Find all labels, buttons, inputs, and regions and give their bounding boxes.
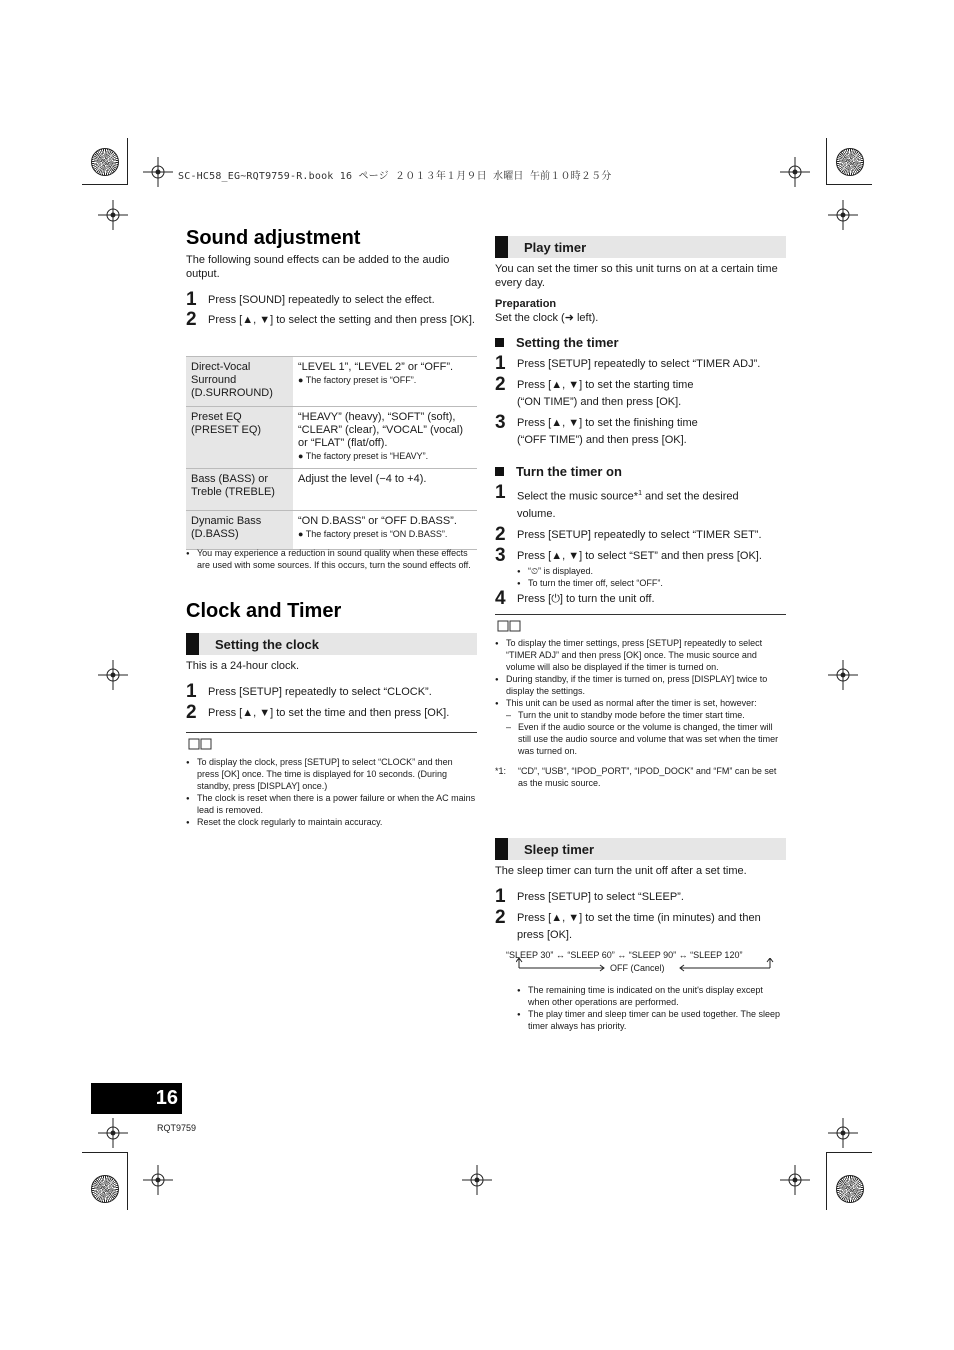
- section-label: Play timer: [524, 239, 587, 255]
- step-text: Press [⏻] to turn the unit off.: [517, 592, 655, 605]
- list-item: ● The clock is reset when there is a power failure or when the AC mains lead is removed.: [186, 792, 477, 816]
- step: [495, 587, 786, 609]
- crosshair-icon: [828, 200, 858, 230]
- subheading-label: Turn the timer on: [516, 464, 622, 479]
- step-number: 3: [495, 544, 506, 566]
- list-item: ● The play timer and sleep timer can be used together. The sleep timer always has priority.: [517, 1008, 786, 1032]
- crosshair-icon: [462, 1165, 492, 1195]
- list-item: – Turn the unit to standby mode before the timer start time.: [506, 709, 786, 721]
- step: [495, 376, 786, 411]
- registration-sun-icon: [91, 1175, 119, 1203]
- effect-note-text: The factory preset is “OFF”.: [305, 375, 417, 385]
- registration-sun-icon: [836, 148, 864, 176]
- step-text: Press [▲, ▼] to select “SET” and then press [OK].: [517, 549, 762, 562]
- step-number: 1: [495, 353, 506, 374]
- list-item: ● During standby, if the timer is turned on, press [DISPLAY] twice to display the settings.: [495, 673, 786, 697]
- section-label: Sleep timer: [524, 841, 595, 857]
- list-item: ● You may experience a reduction in sound quality when these effects are used with some sources. If this occurs, turn the sound effects off.: [186, 547, 477, 571]
- crosshair-icon: [828, 660, 858, 690]
- setting-timer-steps: [495, 355, 786, 449]
- step: [495, 355, 786, 373]
- step-text: Press [SETUP] to select “SLEEP”.: [517, 891, 684, 903]
- table-row: [186, 469, 477, 511]
- effect-value: [293, 511, 477, 550]
- sound-intro: The following sound effects can be added to the audio output.: [186, 254, 450, 280]
- step: [495, 909, 786, 944]
- section-label: Setting the clock: [215, 636, 320, 652]
- music-source-footnote: [495, 765, 786, 789]
- sound-steps: [186, 291, 477, 329]
- step: [495, 414, 786, 449]
- effect-note: ● The factory preset is “ON D.BASS”.: [298, 529, 448, 539]
- book-note-icon: [188, 738, 212, 750]
- crosshair-icon: [98, 200, 128, 230]
- sleep-timer-heading: [495, 838, 786, 860]
- file-header: SC-HC58_EG~RQT9759-R.book 16 ページ ２０１３年１月９日 水曜日 午前１０時２５分: [178, 171, 612, 182]
- step: [495, 523, 786, 545]
- clock-steps: [186, 683, 477, 722]
- step: [186, 311, 477, 329]
- list-item: ● To display the clock, press [SETUP] to select “CLOCK” and then press [OK] once. The time is displayed for 10 seconds. (During standby, press [DISPLAY] once.): [186, 756, 477, 792]
- doc-code: RQT9759: [157, 1123, 197, 1133]
- notes-list: [495, 637, 786, 709]
- effect-value: [293, 357, 477, 407]
- effect-note: ● The factory preset is “HEAVY”.: [298, 451, 429, 461]
- effect-name: Bass (BASS) or Treble (TREBLE): [186, 469, 293, 511]
- step-number: 3: [495, 412, 506, 433]
- sound-effects-table: [186, 356, 477, 550]
- step-number: 2: [186, 702, 197, 723]
- sleep-intro: The sleep timer can turn the unit off after a set time.: [495, 865, 747, 877]
- sleep-notes: [517, 984, 786, 1032]
- page-number: 16: [91, 1083, 182, 1114]
- registration-sun-icon: [91, 148, 119, 176]
- step-text: Press [▲, ▼] to set the starting time (“ON TIME”) and then press [OK].: [517, 379, 694, 408]
- sleep-cancel: OFF (Cancel): [610, 963, 665, 973]
- play-timer-intro: You can set the timer so this unit turns on at a certain time every day.: [495, 263, 778, 289]
- crosshair-icon: [98, 1118, 128, 1148]
- crosshair-icon: [828, 1118, 858, 1148]
- list-item: ● Reset the clock regularly to maintain accuracy.: [186, 816, 477, 828]
- subheading-label: Setting the timer: [516, 335, 619, 350]
- step: [186, 291, 477, 309]
- step: [495, 888, 786, 906]
- preparation-label: Preparation: [495, 298, 557, 310]
- list-item: – Even if the audio source or the volume is changed, the timer will still use the audio source and volume that was set when the timer was turned on.: [506, 721, 786, 757]
- step-text-part: and set the desired volume.: [517, 490, 739, 520]
- step-text: Press [SETUP] repeatedly to select “CLOCK”.: [208, 686, 432, 698]
- step: [186, 704, 477, 722]
- crosshair-icon: [780, 157, 810, 187]
- step-number: 2: [495, 523, 506, 545]
- sleep-steps: [495, 888, 786, 944]
- step-text: [517, 484, 767, 523]
- play-timer-heading: [495, 236, 786, 258]
- effect-options: Adjust the level (−4 to +4).: [298, 473, 427, 485]
- effect-note: ● The factory preset is “OFF”.: [298, 375, 417, 385]
- effect-note-text: The factory preset is “HEAVY”.: [305, 451, 429, 461]
- preparation-text: Set the clock (➜ left).: [495, 312, 599, 324]
- crosshair-icon: [98, 660, 128, 690]
- clock-notes: [186, 756, 477, 828]
- table-row: [186, 407, 477, 469]
- registration-sun-icon: [836, 1175, 864, 1203]
- list-item: ● To turn the timer off, select “OFF”.: [517, 577, 786, 589]
- footnote-ref: 1: [638, 490, 642, 497]
- effect-options: “HEAVY” (heavy), “SOFT” (soft), “CLEAR” (clear), “VOCAL” (vocal) or “FLAT” (flat/off).: [298, 411, 464, 449]
- step: [495, 484, 786, 523]
- crosshair-icon: [780, 1165, 810, 1195]
- effect-name: Dynamic Bass (D.BASS): [186, 511, 293, 550]
- list-item: ● This unit can be used as normal after the timer is set, however:: [495, 697, 786, 709]
- table-row: [186, 357, 477, 407]
- effect-value: [293, 469, 477, 511]
- notes-dash-list: [495, 709, 786, 757]
- crosshair-icon: [143, 1165, 173, 1195]
- step-text: Press [SETUP] repeatedly to select “TIMER SET”.: [517, 528, 762, 541]
- step-text: Press [SETUP] repeatedly to select “TIMER ADJ”.: [517, 358, 761, 370]
- list-item: ● “⏲” is displayed.: [517, 565, 786, 577]
- step3-notes: [517, 565, 786, 589]
- setting-timer-heading: [495, 335, 619, 350]
- step-number: 2: [186, 309, 197, 330]
- clock-intro: This is a 24-hour clock.: [186, 660, 300, 672]
- list-item: ● The remaining time is indicated on the unit's display except when other operations are performed.: [517, 984, 786, 1008]
- turn-on-steps: [495, 484, 786, 608]
- clock-timer-title: Clock and Timer: [186, 600, 342, 622]
- step-number: 1: [495, 886, 506, 907]
- step-text: Press [▲, ▼] to set the time (in minutes) and then press [OK].: [517, 912, 761, 941]
- crosshair-icon: [143, 157, 173, 187]
- step-number: 1: [186, 289, 197, 310]
- effect-name: Preset EQ (PRESET EQ): [186, 407, 293, 469]
- play-timer-notes: [495, 637, 786, 789]
- step-number: 1: [186, 681, 197, 702]
- sound-adjustment-title: Sound adjustment: [186, 227, 361, 249]
- step-number: 1: [495, 482, 506, 503]
- turn-timer-on-heading: [495, 464, 622, 479]
- footnote-text: “CD”, “USB”, “IPOD_PORT”, “IPOD_DOCK” and “FM” can be set as the music source.: [518, 766, 777, 788]
- effect-options: “ON D.BASS” or “OFF D.BASS”.: [298, 515, 457, 527]
- list-item: ● To display the timer settings, press [SETUP] repeatedly to select “TIMER ADJ” and then press [OK] once. The music source and volume will also be displayed if the timer is turned on.: [495, 637, 786, 673]
- sound-footnote: [186, 547, 477, 571]
- table-row: [186, 511, 477, 550]
- step-text: Press [▲, ▼] to set the finishing time (“OFF TIME”) and then press [OK].: [517, 417, 698, 446]
- sleep-sequence: “SLEEP 30” ↔ “SLEEP 60” ↔ “SLEEP 90” ↔ “SLEEP 120”: [506, 950, 743, 960]
- footnote-mark: *1:: [495, 766, 507, 776]
- step: [186, 683, 477, 701]
- effect-value: [293, 407, 477, 469]
- step-number: 2: [495, 374, 506, 395]
- step-number: 2: [495, 907, 506, 928]
- step-text: Press [▲, ▼] to set the time and then press [OK].: [208, 707, 450, 719]
- step-number: 4: [495, 587, 506, 609]
- step-text: Press [SOUND] repeatedly to select the effect.: [208, 294, 435, 306]
- setting-clock-heading: [186, 633, 477, 655]
- step-text-part: Select the music source*: [517, 490, 639, 503]
- effect-note-text: The factory preset is “ON D.BASS”.: [305, 529, 448, 539]
- book-note-icon: [497, 620, 521, 632]
- effect-name: Direct-Vocal Surround (D.SURROUND): [186, 357, 293, 407]
- step-text: Press [▲, ▼] to select the setting and then press [OK].: [208, 314, 475, 326]
- effect-options: “LEVEL 1”, “LEVEL 2” or “OFF”.: [298, 361, 454, 373]
- step: [495, 544, 786, 566]
